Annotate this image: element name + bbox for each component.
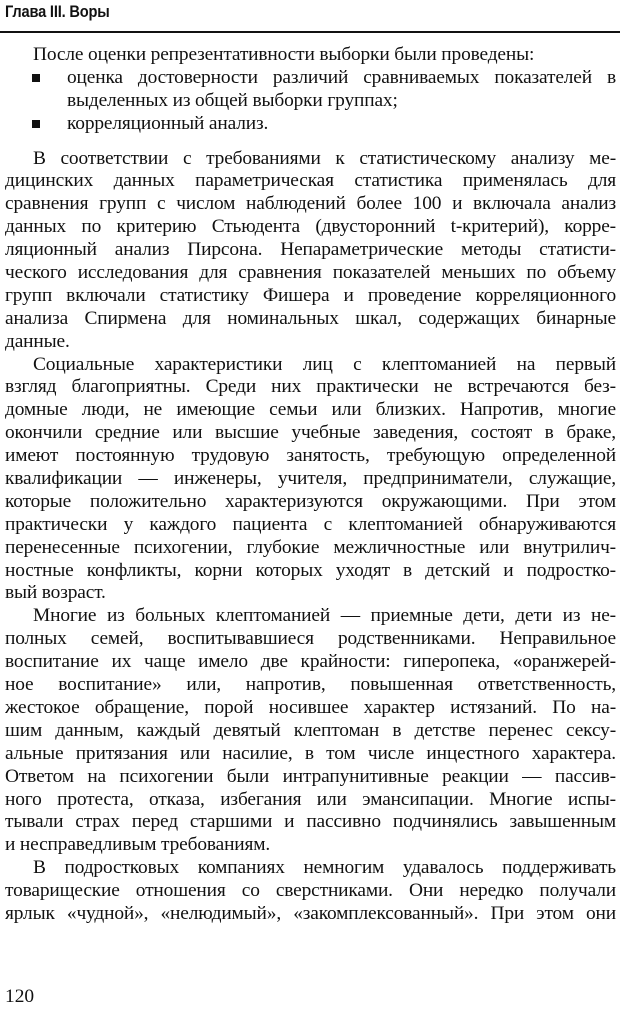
text-line: шим данным, каждый девятый клептоман в детстве перенес сексу- [5, 719, 616, 741]
text-line: Социальные характеристики лиц с клептоманией на первый [33, 353, 616, 375]
text-line: анализа Спирмена для номинальных шкал, содержащих бинарные [5, 307, 616, 329]
text-line: вый возраст. [5, 582, 106, 604]
text-line: квалификации — инженеры, учителя, предприниматели, служащие, [5, 468, 616, 490]
text-line: Многие из больных клептоманией — приемные дети, дети из не- [33, 605, 616, 627]
text-line: альные притязания или насилие, в том числе инцестного характера. [5, 742, 616, 764]
list-item [5, 67, 616, 113]
bullet-square-icon [32, 74, 40, 82]
running-head: Глава III. Воры [5, 2, 110, 21]
text-line: ностные конфликты, корни которых уходят в детский и подростко- [5, 559, 616, 581]
paragraph [5, 605, 616, 857]
list-item-text: корреляционный анализ. [67, 112, 269, 134]
text-line: имеют постоянную трудовую занятость, требующую определенной [5, 445, 616, 467]
text-line: взгляд благоприятны. Среди них практически не встречаются без- [5, 376, 616, 398]
text-line: В соответствии с требованиями к статистическому анализу ме- [33, 147, 616, 169]
paragraph [5, 148, 616, 354]
paragraph [5, 857, 616, 926]
text-line: тывали страх перед старшими и пассивно подчинялись завышенным [5, 811, 616, 833]
text-line: жестокое обращение, порой носившее характер истязаний. По на- [5, 696, 616, 718]
text-line: групп включали статистику Фишера и проведение корреляционного [5, 284, 616, 306]
text-line: ляционный анализ Пирсона. Непараметрические методы статисти- [5, 239, 616, 261]
bullet-square-icon [32, 120, 40, 128]
text-line: В подростковых компаниях немногим удавалось поддерживать [33, 857, 616, 879]
body-text [5, 44, 616, 926]
list-item-line [5, 67, 616, 90]
paragraph-gap [5, 136, 616, 148]
text-line: данные. [5, 330, 70, 352]
text-line: которые положительно характеризуются окружающими. При этом [5, 490, 616, 512]
list-item [5, 113, 616, 136]
text-line: сравнения групп с числом наблюдений более 100 и включала анализ [5, 193, 616, 215]
text-line: перенесенные психогении, глубокие межличностные или внутрилич- [5, 536, 616, 558]
bullet-list [5, 67, 616, 136]
text-line: дицинских данных параметрическая статистика применялась для [5, 170, 616, 192]
text-line: ное воспитание» или, напротив, повышенная ответственность, [5, 674, 616, 696]
text-line: данных по критерию Стьюдента (двусторонний t-критерий), корре- [5, 216, 616, 238]
text-line: Ответом на психогении были интрапунитивные реакции — пассив- [5, 765, 616, 787]
page-number: 120 [5, 986, 35, 1007]
paragraphs [5, 148, 616, 926]
text-line: полных семей, воспитывавшиеся родственниками. Неправильное [5, 628, 616, 650]
text-line: и несправедливым требованиям. [5, 834, 271, 856]
text-line: воспитание их чаще имело две крайности: гиперопека, «оранжерей- [5, 651, 616, 673]
text-line: практически у каждого пациента с клептоманией обнаруживаются [5, 513, 616, 535]
list-item-text: выделенных из общей выборки группах; [67, 89, 398, 111]
paragraph [5, 354, 616, 606]
list-intro: После оценки репрезентативности выборки были проведены: [33, 44, 535, 65]
header-rule [0, 31, 620, 33]
text-line: ческого исследования для сравнения показателей меньших по объему [5, 262, 616, 284]
text-line: ярлык «чудной», «нелюдимый», «закомплексованный». При этом они [5, 902, 616, 924]
text-line: домные люди, не имеющие семьи или близких. Напротив, многие [5, 399, 616, 421]
text-line: товарищеские отношения со сверстниками. Они нередко получали [5, 880, 616, 902]
list-item-line [5, 113, 616, 136]
text-line: окончили средние или высшие учебные заведения, состоят в браке, [5, 422, 616, 444]
list-item-text: оценка достоверности различий сравниваемых показателей в [67, 66, 616, 88]
text-line: ного протеста, отказа, избегания или эмансипации. Многие испы- [5, 788, 616, 810]
list-item-line [5, 90, 616, 113]
